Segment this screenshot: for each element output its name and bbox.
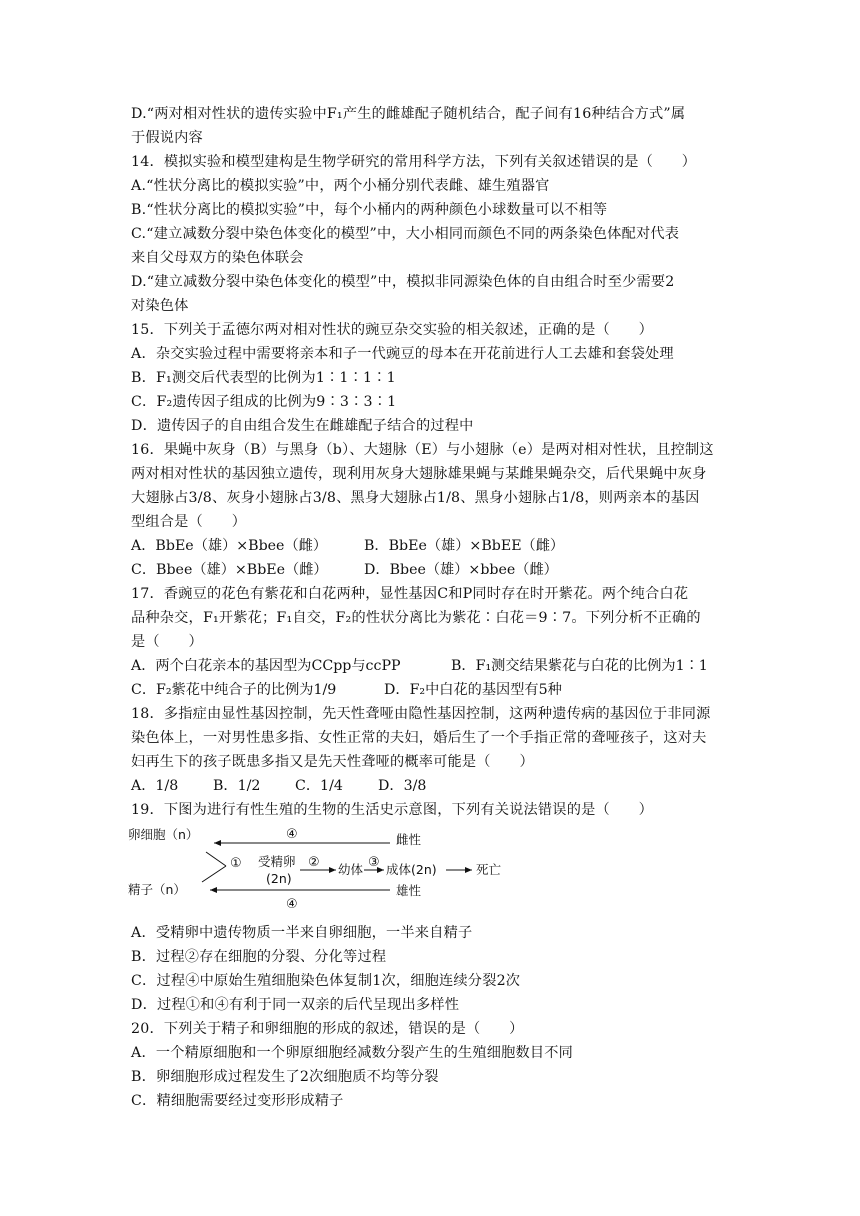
- question-16-stem-line3: 大翅脉占3/8、灰身小翅脉占3/8、黑身大翅脉占1/8、黑身小翅脉占1/8，则两亲本的基因: [131, 490, 700, 506]
- step-4-bottom-marker: ④: [286, 897, 298, 908]
- q16-option-a: A．BbEe（雄）×Bbee（雌）: [131, 538, 328, 554]
- question-16-stem-line1: 16．果蝇中灰身（B）与黑身（b）、大翅脉（E）与小翅脉（e）是两对相对性状，且控制这: [131, 442, 714, 458]
- fusion-line-top: [206, 852, 226, 866]
- q14-option-a: A.“性状分离比的模拟实验”中，两个小桶分别代表雌、雄生殖器官: [131, 178, 550, 194]
- q18-option-b: B．1/2: [213, 778, 261, 794]
- question-16-stem-line4: 型组合是（ ）: [131, 514, 247, 530]
- step-4-top-marker: ④: [286, 827, 298, 842]
- q17-option-a: A．两个白花亲本的基因型为CCpp与ccPP: [131, 658, 401, 674]
- question-17-stem-line3: 是（ ）: [131, 634, 203, 650]
- question-18-stem-line3: 妇再生下的孩子既患多指又是先天性聋哑的概率可能是（ ）: [131, 754, 534, 770]
- zygote-ploidy: (2n): [266, 871, 292, 886]
- q19-option-d: D．过程①和④有利于同一双亲的后代呈现出多样性: [131, 997, 460, 1013]
- step-1-marker: ①: [230, 856, 242, 871]
- adult-label: 成体(2n): [386, 862, 437, 877]
- q18-option-a: A．1/8: [131, 778, 179, 794]
- q14-option-b: B.“性状分离比的模拟实验”中，每个小桶内的两种颜色小球数量可以不相等: [131, 202, 608, 218]
- female-label: 雌性: [396, 832, 422, 847]
- q15-option-c: C．F₂遗传因子组成的比例为9∶3∶3∶1: [131, 394, 397, 410]
- q13-option-d-line1: D.“两对相对性状的遗传实验中F₁产生的雌雄配子随机结合，配子间有16种结合方式”属: [131, 106, 686, 122]
- egg-cell-label: 卵细胞（n）: [128, 827, 199, 842]
- q16-option-d: D．Bbee（雄）×bbee（雌）: [364, 562, 558, 578]
- question-19-stem: 19．下图为进行有性生殖的生物的生活史示意图，下列有关说法错误的是（ ）: [131, 802, 654, 818]
- q14-option-c-line1: C.“建立减数分裂中染色体变化的模型”中，大小相同而颜色不同的两条染色体配对代表: [131, 226, 680, 242]
- male-label: 雄性: [396, 883, 422, 898]
- q20-option-a: A．一个精原细胞和一个卵原细胞经减数分裂产生的生殖细胞数目不同: [131, 1045, 574, 1061]
- q14-option-d-line1: D.“建立减数分裂中染色体变化的模型”中，模拟非同源染色体的自由组合时至少需要2: [131, 274, 675, 290]
- q19-option-c: C．过程④中原始生殖细胞染色体复制1次，细胞连续分裂2次: [131, 973, 521, 989]
- q15-option-d: D．遗传因子的自由组合发生在雌雄配子结合的过程中: [131, 418, 474, 434]
- zygote-label: 受精卵: [258, 854, 296, 869]
- q13-option-d-line2: 于假说内容: [131, 130, 203, 146]
- sperm-label: 精子（n）: [128, 882, 186, 897]
- question-20-stem: 20．下列关于精子和卵细胞的形成的叙述，错误的是（ ）: [131, 1021, 524, 1037]
- q17-option-d: D．F₂中白花的基因型有5种: [384, 682, 562, 698]
- juvenile-label: 幼体: [338, 862, 364, 877]
- q14-option-c-line2: 来自父母双方的染色体联会: [131, 250, 304, 266]
- fusion-line-bottom: [202, 866, 226, 882]
- death-label: 死亡: [476, 862, 502, 877]
- q18-option-d: D．3/8: [378, 778, 427, 794]
- q19-option-b: B．过程②存在细胞的分裂、分化等过程: [131, 949, 387, 965]
- question-14-stem: 14．模拟实验和模型建构是生物学研究的常用科学方法，下列有关叙述错误的是（ ）: [131, 154, 697, 170]
- question-18-stem-line2: 染色体上，一对男性患多指、女性正常的夫妇，婚后生了一个手指正常的聋哑孩子，这对夫: [131, 730, 707, 746]
- question-18-stem-line1: 18．多指症由显性基因控制，先天性聋哑由隐性基因控制，这两种遗传病的基因位于非同源: [131, 706, 711, 722]
- q18-option-c: C．1/4: [295, 778, 343, 794]
- q20-option-b: B．卵细胞形成过程发生了2次细胞质不均等分裂: [131, 1069, 439, 1085]
- q15-option-a: A．杂交实验过程中需要将亲本和子一代豌豆的母本在开花前进行人工去雄和套袋处理: [131, 346, 674, 362]
- q16-option-c: C．Bbee（雄）×BbEe（雌）: [131, 562, 328, 578]
- q17-option-b: B．F₁测交结果紫花与白花的比例为1∶1: [451, 658, 708, 674]
- question-17-stem-line2: 品种杂交，F₁开紫花；F₁自交，F₂的性状分离比为紫花∶白花＝9∶7。下列分析不正确的: [131, 610, 701, 626]
- q19-option-a: A．受精卵中遗传物质一半来自卵细胞，一半来自精子: [131, 925, 473, 941]
- q15-option-b: B．F₁测交后代表型的比例为1∶1∶1∶1: [131, 370, 396, 386]
- q16-option-b: B．BbEe（雄）×BbEE（雌）: [364, 538, 565, 554]
- step-3-marker: ③: [368, 855, 380, 870]
- question-15-stem: 15．下列关于孟德尔两对相对性状的豌豆杂交实验的相关叙述，正确的是（ ）: [131, 322, 654, 338]
- q17-option-c: C．F₂紫花中纯合子的比例为1/9: [131, 682, 337, 698]
- question-17-stem-line1: 17．香豌豆的花色有紫花和白花两种，显性基因C和P同时存在时开紫花。两个纯合白花: [131, 586, 689, 602]
- q14-option-d-line2: 对染色体: [131, 298, 189, 314]
- life-cycle-diagram: [128, 822, 528, 908]
- q20-option-c: C．精细胞需要经过变形形成精子: [131, 1093, 344, 1109]
- step-2-marker: ②: [308, 855, 320, 870]
- question-16-stem-line2: 两对相对性状的基因独立遗传，现利用灰身大翅脉雄果蝇与某雌果蝇杂交，后代果蝇中灰身: [131, 466, 707, 482]
